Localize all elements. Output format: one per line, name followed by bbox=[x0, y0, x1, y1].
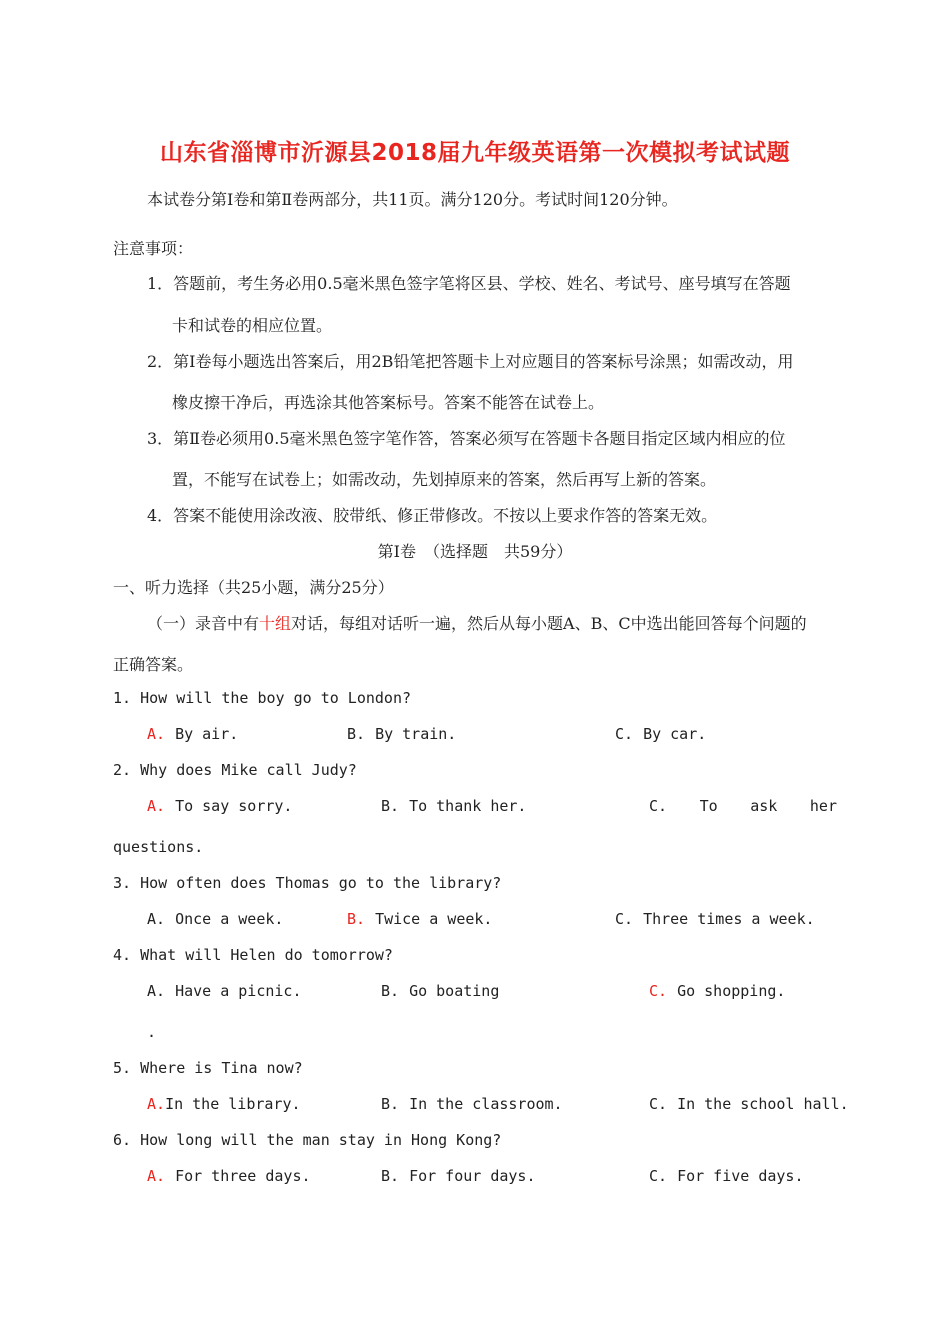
notice-3-line2: 置，不能写在试卷上；如需改动，先划掉原来的答案，然后再写上新的答案。 bbox=[172, 470, 717, 489]
notice-3-line1: 3．第Ⅱ卷必须用0.5毫米黑色签字笔作答，答案必须写在答题卡各题目指定区域内相应的位 bbox=[147, 429, 786, 448]
q5-option-b bbox=[381, 1095, 563, 1113]
q1-letter-b: B. bbox=[347, 725, 366, 743]
q3-letter-c: C. bbox=[615, 910, 634, 928]
intro-text: 本试卷分第Ⅰ卷和第Ⅱ卷两部分，共11页。满分120分。考试时间120分钟。 bbox=[147, 190, 678, 209]
q6-letter-c: C. bbox=[649, 1167, 668, 1185]
q4-letter-c: C. bbox=[649, 982, 668, 1000]
notice-2-line2: 橡皮擦干净后，再选涂其他答案标号。答案不能答在试卷上。 bbox=[172, 393, 605, 412]
question-2: 2. Why does Mike call Judy? bbox=[113, 761, 357, 779]
q4-option-a bbox=[147, 982, 302, 1000]
q3-letter-a: A. bbox=[147, 910, 166, 928]
notice-1-line2: 卡和试卷的相应位置。 bbox=[172, 316, 333, 335]
q4-text-b: Go boating bbox=[409, 982, 500, 1000]
notice-1-line1: 1．答题前，考生务必用0.5毫米黑色签字笔将区县、学校、姓名、考试号、座号填写在答题 bbox=[147, 274, 791, 293]
q6-option-a bbox=[147, 1167, 311, 1185]
q2-option-a bbox=[147, 797, 292, 815]
q4-option-b bbox=[381, 982, 499, 1000]
q6-option-c bbox=[649, 1167, 804, 1185]
section-title: 一、听力选择（共25小题，满分25分） bbox=[113, 578, 394, 597]
q2-text-c-word3: her bbox=[809, 797, 837, 815]
q1-option-c bbox=[615, 725, 706, 743]
q5-text-b: In the classroom. bbox=[409, 1095, 563, 1113]
q1-text-b: By train. bbox=[375, 725, 457, 743]
q5-letter-a: A. bbox=[147, 1095, 166, 1113]
q2-text-a: To say sorry. bbox=[175, 797, 293, 815]
notice-4-line1: 4．答案不能使用涂改液、胶带纸、修正带修改。不按以上要求作答的答案无效。 bbox=[147, 506, 718, 525]
q5-option-c bbox=[649, 1095, 849, 1113]
q1-text-a: By air. bbox=[175, 725, 239, 743]
q5-letter-b: B. bbox=[381, 1095, 400, 1113]
q3-text-a: Once a week. bbox=[175, 910, 284, 928]
q2-letter-a: A. bbox=[147, 797, 166, 815]
question-1: 1. How will the boy go to London? bbox=[113, 689, 412, 707]
q4-letter-a: A. bbox=[147, 982, 166, 1000]
q6-option-b bbox=[381, 1167, 536, 1185]
question-6: 6. How long will the man stay in Hong Kong? bbox=[113, 1131, 502, 1149]
q2-letter-b: B. bbox=[381, 797, 400, 815]
part-title: 第Ⅰ卷 （选择题 共59分） bbox=[377, 542, 573, 561]
q6-letter-a: A. bbox=[147, 1167, 166, 1185]
q3-text-c: Three times a week. bbox=[643, 910, 815, 928]
q6-text-c: For five days. bbox=[677, 1167, 804, 1185]
sub-intro-highlight: 十组 bbox=[259, 614, 292, 633]
q2-text-b: To thank her. bbox=[409, 797, 527, 815]
q2-text-c-word1: To bbox=[699, 797, 718, 815]
q3-option-a bbox=[147, 910, 283, 928]
q4-text-a: Have a picnic. bbox=[175, 982, 302, 1000]
q5-text-c: In the school hall. bbox=[677, 1095, 849, 1113]
q2-option-b bbox=[381, 797, 526, 815]
q1-letter-a: A. bbox=[147, 725, 166, 743]
q4-letter-b: B. bbox=[381, 982, 400, 1000]
question-3: 3. How often does Thomas go to the library? bbox=[113, 874, 502, 892]
q5-text-a: In the library. bbox=[165, 1095, 301, 1113]
sub-intro bbox=[147, 611, 807, 634]
q6-letter-b: B. bbox=[381, 1167, 400, 1185]
sub-intro-before: （一）录音中有 bbox=[147, 614, 260, 633]
q5-option-a bbox=[147, 1095, 301, 1113]
question-4: 4. What will Helen do tomorrow? bbox=[113, 946, 393, 964]
q4-option-c-wrap: . bbox=[147, 1023, 157, 1041]
q1-text-c: By car. bbox=[643, 725, 707, 743]
q3-text-b: Twice a week. bbox=[375, 910, 493, 928]
notice-heading: 注意事项： bbox=[113, 239, 194, 258]
q6-text-a: For three days. bbox=[175, 1167, 311, 1185]
q1-letter-c: C. bbox=[615, 725, 634, 743]
page-title: 山东省淄博市沂源县2018届九年级英语第一次模拟考试试题 bbox=[159, 140, 790, 166]
notice-2-line1: 2．第Ⅰ卷每小题选出答案后，用2B铅笔把答题卡上对应题目的答案标号涂黑；如需改动，用 bbox=[147, 352, 794, 371]
q2-text-c-word2: ask bbox=[750, 797, 778, 815]
q1-option-a bbox=[147, 725, 238, 743]
q3-option-b bbox=[347, 910, 492, 928]
q2-option-c-wrap: questions. bbox=[113, 838, 204, 856]
q3-option-c bbox=[615, 910, 815, 928]
q6-text-b: For four days. bbox=[409, 1167, 536, 1185]
q3-letter-b: B. bbox=[347, 910, 366, 928]
sub-intro-after: 对话，每组对话听一遍，然后从每小题A、B、C中选出能回答每个问题的 bbox=[291, 614, 807, 633]
q5-letter-c: C. bbox=[649, 1095, 668, 1113]
q1-option-b bbox=[347, 725, 456, 743]
question-5: 5. Where is Tina now? bbox=[113, 1059, 303, 1077]
q4-text-c: Go shopping. bbox=[677, 982, 786, 1000]
q4-option-c bbox=[649, 982, 785, 1000]
q2-option-c bbox=[649, 797, 837, 815]
sub-intro-line2: 正确答案。 bbox=[113, 655, 194, 674]
q2-letter-c: C. bbox=[649, 797, 668, 815]
